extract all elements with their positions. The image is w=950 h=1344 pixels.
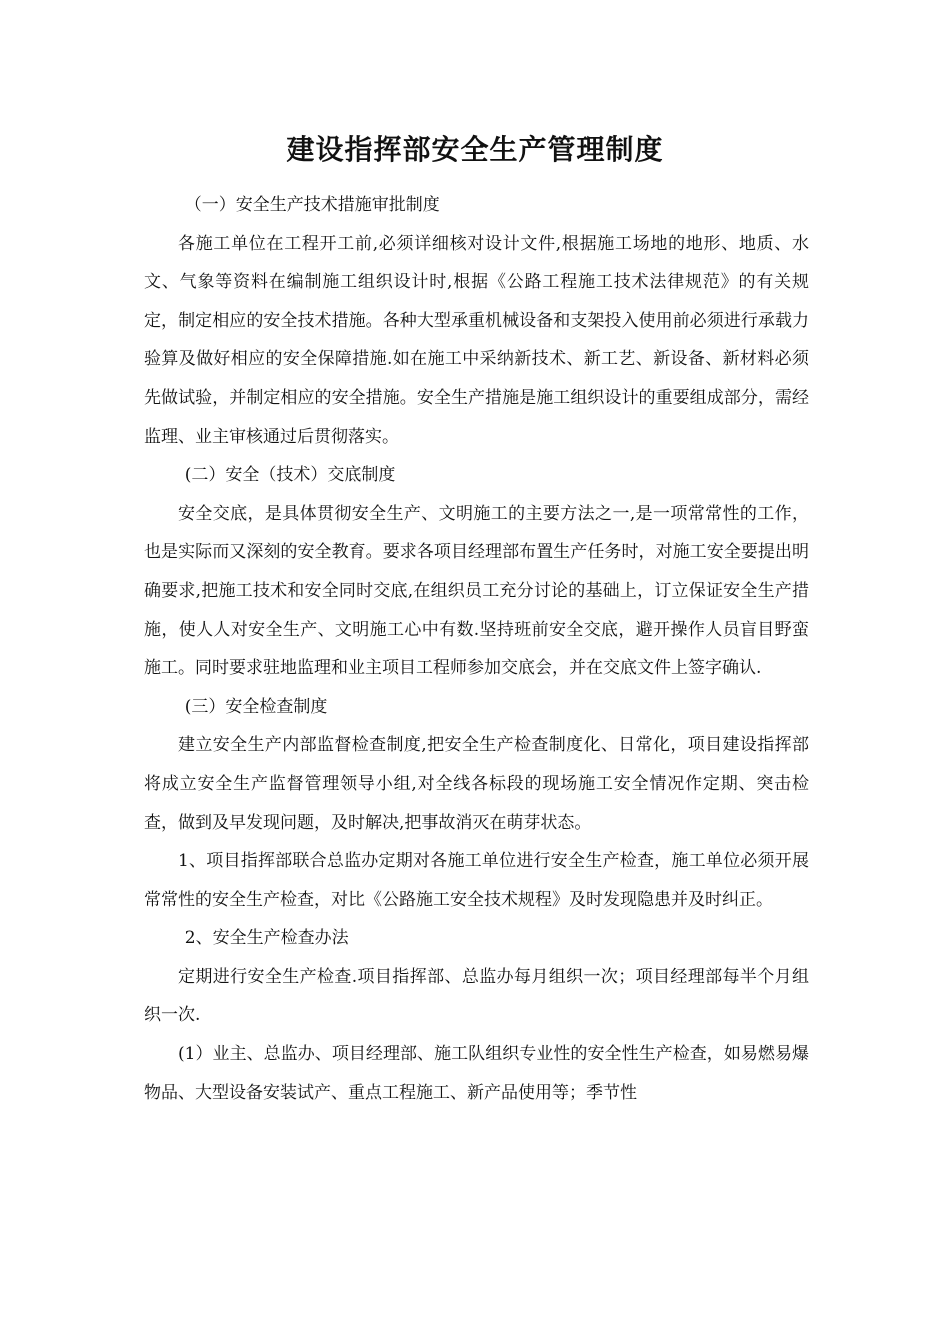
body-paragraph: 安全交底，是具体贯彻安全生产、文明施工的主要方法之一,是一项常常性的工作，也是实际而又深刻的安全教育。要求各项目经理部布置生产任务时，对施工安全要提出明确要求,把施工技术和安全同时交底,在组织员工充分讨论的基础上，订立保证安全生产措施，使人人对安全生产、文明施工心中有数.坚持班前安全交底，避开操作人员盲目野蛮施工。同时要求驻地监理和业主项目工程师参加交底会，并在交底文件上签字确认. [144,503,809,679]
body-paragraph: 1、项目指挥部联合总监办定期对各施工单位进行安全生产检查，施工单位必须开展常常性的安全生产检查，对比《公路施工安全技术规程》及时发现隐患并及时纠正。 [144,851,809,910]
body-paragraph: (1）业主、总监办、项目经理部、施工队组织专业性的安全性生产检查，如易燃易爆物品、大型设备安装试产、重点工程施工、新产品使用等；季节性 [144,1044,809,1103]
section-heading: （一）安全生产技术措施审批制度 [184,195,440,215]
section-heading: 2、安全生产检查办法 [184,928,349,949]
section-heading: (三）安全检查制度 [184,696,328,717]
body-paragraph: 定期进行安全生产检查.项目指挥部、总监办每月组织一次；项目经理部每半个月组织一次. [144,966,809,1026]
section-heading: (二）安全（技术）交底制度 [184,465,396,486]
body-paragraph: 建立安全生产内部监督检查制度,把安全生产检查制度化、日常化，项目建设指挥部将成立安全生产监督管理领导小组,对全线各标段的现场施工安全情况作定期、突击检查，做到及早发现问题，及时解决,把事故消灭在萌芽状态。 [144,735,809,833]
document-body [144,186,809,1112]
body-paragraph: 各施工单位在工程开工前,必须详细核对设计文件,根据施工场地的地形、地质、水文、气象等资料在编制施工组织设计时,根据《公路工程施工技术法律规范》的有关规定，制定相应的安全技术措施。各种大型承重机械设备和支架投入使用前必须进行承载力验算及做好相应的安全保障措施.如在施工中采纳新技术、新工艺、新设备、新材料必须先做试验，并制定相应的安全措施。安全生产措施是施工组织设计的重要组成部分，需经监理、业主审核通过后贯彻落实。 [144,233,809,447]
document-title: 建设指挥部安全生产管理制度 [286,133,664,166]
